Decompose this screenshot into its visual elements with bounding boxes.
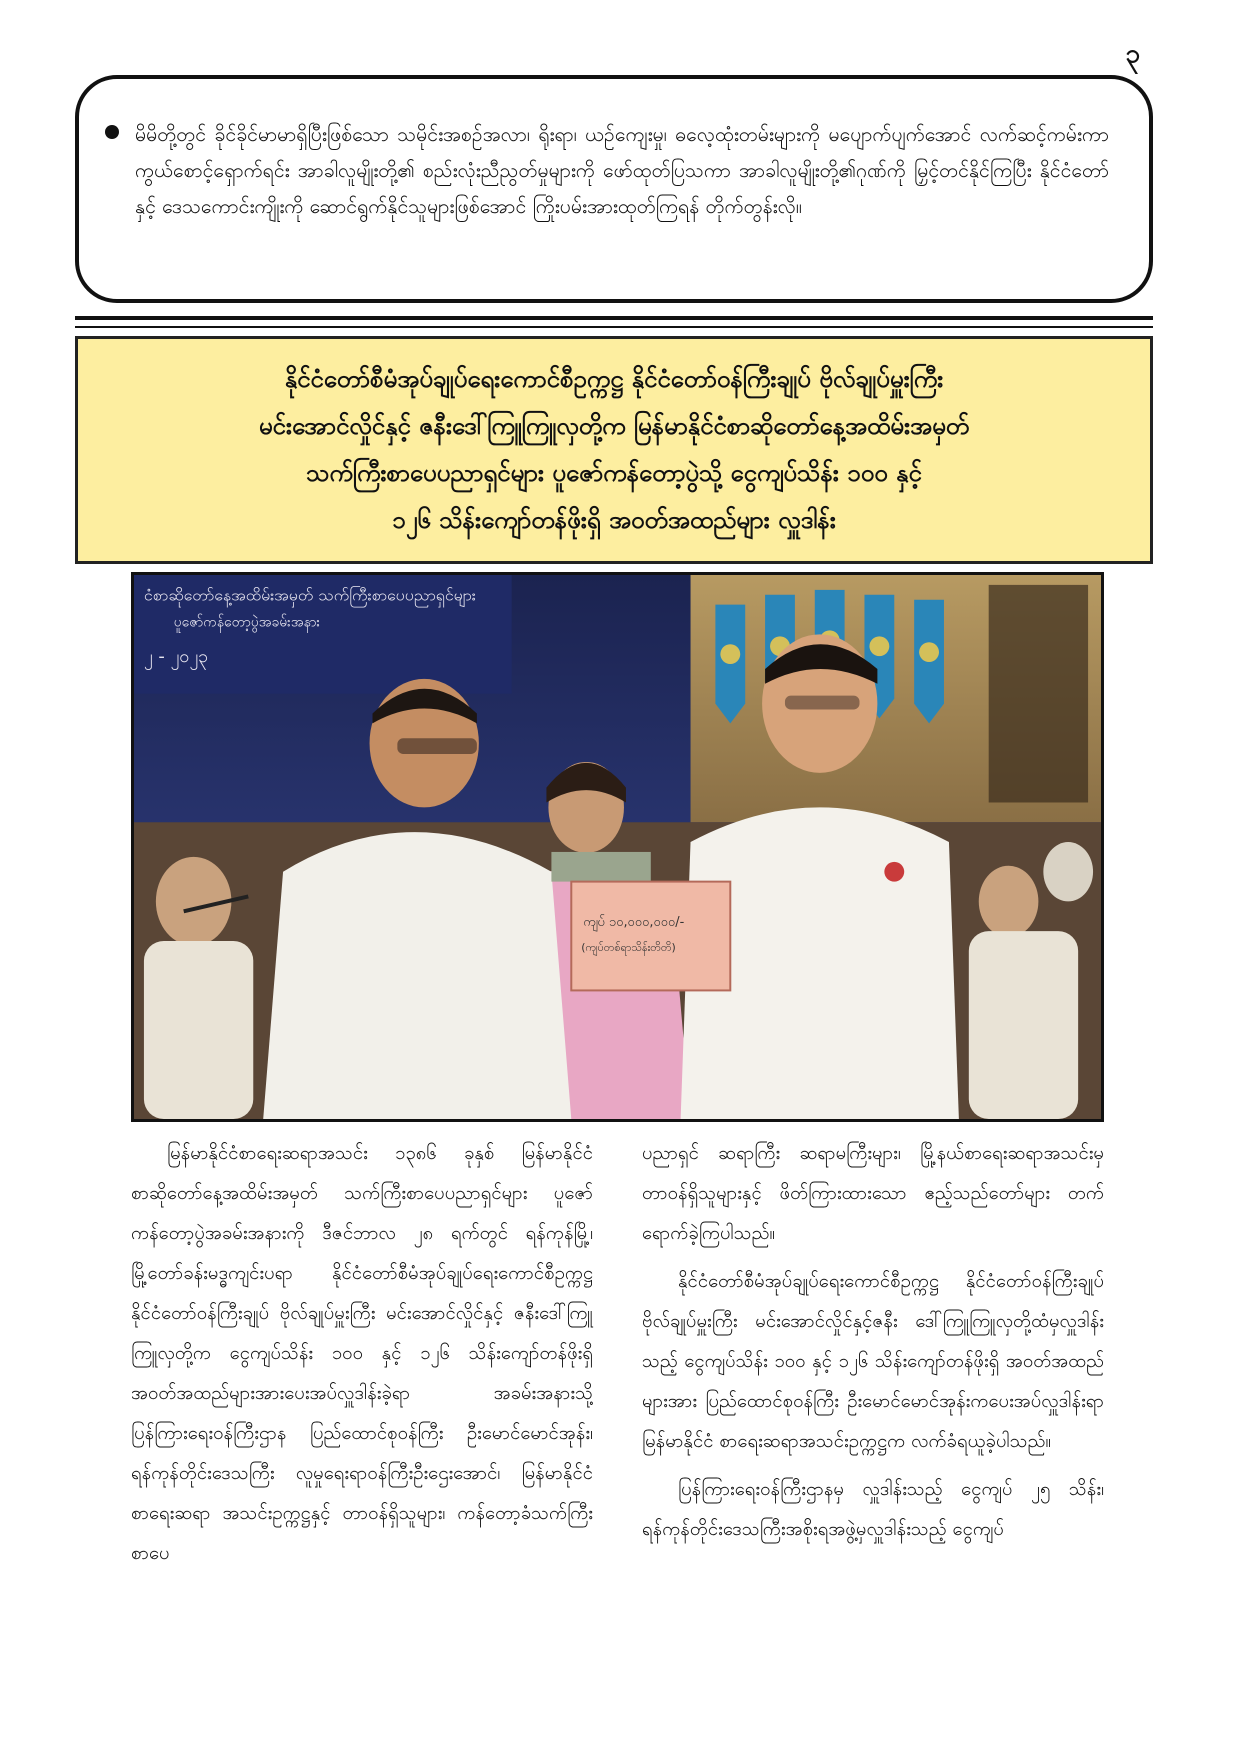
- right-paragraph-3: ပြန်ကြားရေးဝန်ကြီးဌာနမှ လှူဒါန်းသည့် ငွေကျပ် ၂၅ သိန်း၊ ရန်ကုန်တိုင်းဒေသကြီးအစိုးရအဖွဲ့မှလှူဒါန်းသည့် ငွေကျပ်: [642, 1479, 1104, 1540]
- divider-thin: [75, 326, 1153, 328]
- banner-line-1: ငံစာဆိုတော်နေ့အထိမ်းအမှတ် သက်ကြီးစာပေပညာရှင်များ: [143, 585, 476, 605]
- article-body: [131, 1134, 1104, 1574]
- photo-illustration: [134, 575, 1101, 1119]
- bullet-box: [75, 75, 1153, 303]
- news-photo: [131, 572, 1104, 1122]
- right-paragraph-1: ပညာရှင် ဆရာကြီး ဆရာမကြီးများ၊ မြို့နယ်စာရေးဆရာအသင်းမှ တာဝန်ရှိသူများနှင့် ဖိတ်ကြားထားသော ဧည့်သည်တော်များ တက်ရောက်ခဲ့ကြပါသည်။: [642, 1143, 1104, 1244]
- right-paragraph-2: နိုင်ငံတော်စီမံအုပ်ချုပ်ရေးကောင်စီဥက္ကဋ္ဌ နိုင်ငံတော်ဝန်ကြီးချုပ် ဗိုလ်ချုပ်မှူးကြီး မင်းအောင်လှိုင်နှင့်ဇနီး ဒေါ်ကြူကြူလှတို့ထံမှလှူဒါန်းသည့် ငွေကျပ်သိန်း ၁၀၀ နှင့် ၁၂၆ သိန်းကျော်တန်ဖိုးရှိ အဝတ်အထည်များအား ပြည်ထောင်စုဝန်ကြီး ဦးမောင်မောင်အုန်းကပေးအပ်လှူဒါန်းရာ မြန်မာနိုင်ငံ စာရေးဆရာအသင်းဥက္ကဋ္ဌက လက်ခံရယူခဲ့ပါသည်။: [642, 1271, 1104, 1452]
- bullet-text: မိမိတို့တွင် ခိုင်ခိုင်မာမာရှိပြီးဖြစ်သော သမိုင်းအစဉ်အလာ၊ ရိုးရာ၊ ယဉ်ကျေးမှု၊ ဓလေ့ထုံးတမ်းများကို မပျောက်ပျက်အောင် လက်ဆင့်ကမ်းကာကွယ်စောင့်ရှောက်ရင်း အာခါလူမျိုးတို့၏ စည်းလုံးညီညွတ်မှုများကို ဖော်ထုတ်ပြသကာ အာခါလူမျိုးတို့၏ဂုဏ်ကို မြှင့်တင်နိုင်ကြပြီး နိုင်ငံတော်နှင့် ဒေသကောင်းကျိုးကို ဆောင်ရွက်နိုင်သူများဖြစ်အောင် ကြိုးပမ်းအားထုတ်ကြရန် တိုက်တွန်းလို။: [135, 123, 1109, 218]
- left-column: [131, 1134, 593, 1574]
- bullet-icon: [105, 125, 119, 139]
- left-paragraph-1: မြန်မာနိုင်ငံစာရေးဆရာအသင်း ၁၃၈၆ ခုနှစ် မြန်မာနိုင်ငံစာဆိုတော်နေ့အထိမ်းအမှတ် သက်ကြီးစာပေပညာရှင်များ ပူဇော်ကန်တော့ပွဲအခမ်းအနားကို ဒီဇင်ဘာလ ၂၈ ရက်တွင် ရန်ကုန်မြို့၊ မြို့တော်ခန်းမဒ္ဓကျင်းပရာ နိုင်ငံတော်စီမံအုပ်ချုပ်ရေးကောင်စီဥက္ကဋ္ဌ နိုင်ငံတော်ဝန်ကြီးချုပ် ဗိုလ်ချုပ်မှူးကြီး မင်းအောင်လှိုင်နှင့် ဇနီးဒေါ်ကြူကြူလှတို့က ငွေကျပ်သိန်း ၁၀၀ နှင့် ၁၂၆ သိန်းကျော်တန်ဖိုးရှိ အဝတ်အထည်များအားပေးအပ်လှူဒါန်းခဲ့ရာ အခမ်းအနားသို့ ပြန်ကြားရေးဝန်ကြီးဌာန ပြည်ထောင်စုဝန်ကြီး ဦးမောင်မောင်အုန်း၊ ရန်ကုန်တိုင်းဒေသကြီး လူမှုရေးရာဝန်ကြီးဦးဌေးအောင်၊ မြန်မာနိုင်ငံ စာရေးဆရာ အသင်းဥက္ကဋ္ဌနှင့် တာဝန်ရှိသူများ၊ ကန်တော့ခံသက်ကြီးစာပေ: [131, 1143, 593, 1564]
- headline-line-4: ၁၂၆ သိန်းကျော်တန်ဖိုးရှိ အဝတ်အထည်များ လှူဒါန်း: [392, 506, 836, 534]
- headline-box: [75, 336, 1153, 564]
- hall-doorway: [989, 585, 1088, 803]
- divider-thick: [75, 316, 1153, 320]
- headline-line-3: သက်ကြီးစာပေပညာရှင်များ ပူဇော်ကန်တော့ပွဲသို့ ငွေကျပ်သိန်း ၁၀၀ နှင့်: [306, 459, 922, 487]
- headline-line-2: မင်းအောင်လှိုင်နှင့် ဇနီးဒေါ်ကြူကြူလှတို့က မြန်မာနိုင်ငံစာဆိုတော်နေ့အထိမ်းအမှတ်: [258, 412, 970, 440]
- page-number: ၃: [1125, 39, 1140, 69]
- headline-line-1: နိုင်ငံတော်စီမံအုပ်ချုပ်ရေးကောင်စီဥက္ကဋ္ဌ နိုင်ငံတော်ဝန်ကြီးချုပ် ဗိုလ်ချုပ်မှူးကြီး: [284, 365, 944, 393]
- box-label-2: (ကျပ်တစ်ရာသိန်းတိတိ): [581, 940, 676, 954]
- banner-date: ၂ - ၂၀၂၃: [143, 646, 209, 668]
- right-column: [642, 1134, 1104, 1574]
- banner-line-2: ပူဇော်ကန်တော့ပွဲအခမ်းအနား: [173, 614, 321, 631]
- box-label-1: ကျပ် ၁၀,၀၀၀,၀၀၀/-: [583, 915, 685, 931]
